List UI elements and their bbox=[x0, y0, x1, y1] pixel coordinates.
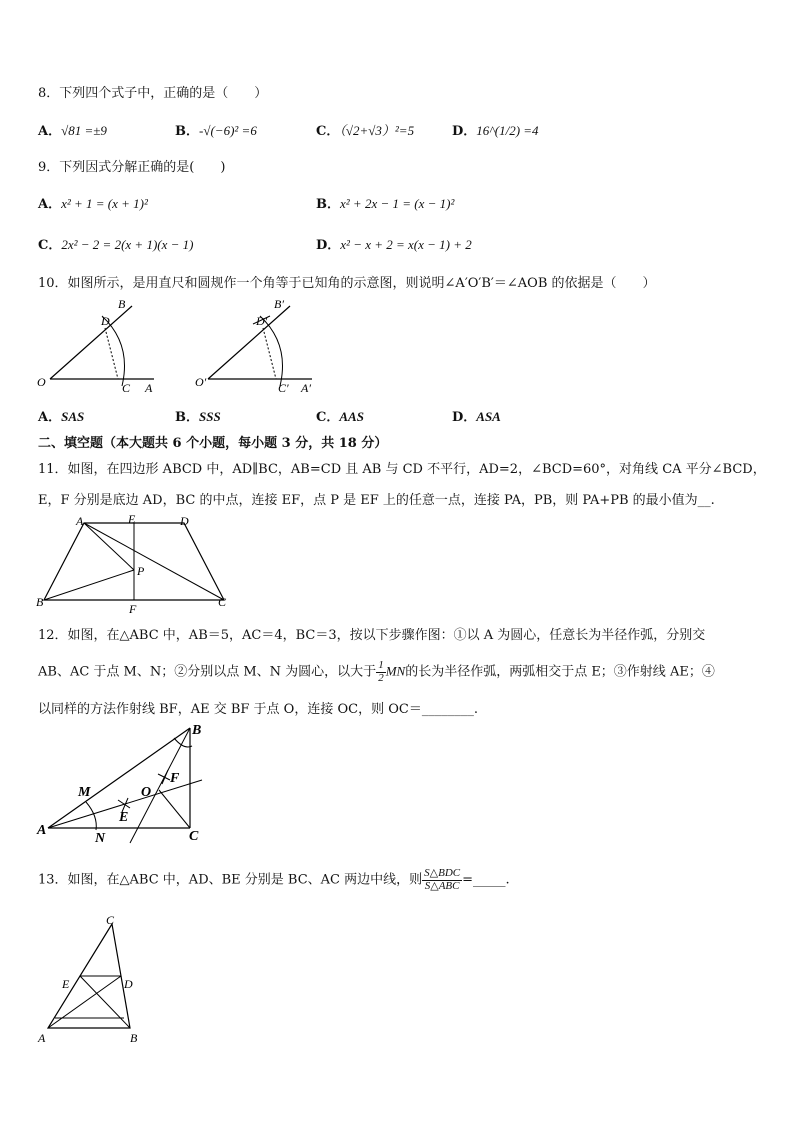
option-text: AAS bbox=[339, 409, 364, 424]
option-label: B． bbox=[175, 410, 199, 425]
ray-ob bbox=[50, 306, 132, 379]
q12-line-2-b: 的长为半径作弧，两弧相交于点 E；③作射线 AE；④ bbox=[405, 664, 715, 680]
label-b: B bbox=[36, 595, 44, 609]
q13-text-b: =_____. bbox=[462, 872, 510, 888]
q9-stem: 9．下列因式分解正确的是( ) bbox=[38, 160, 226, 175]
arc-mark-f bbox=[158, 770, 170, 784]
fraction-half bbox=[376, 660, 386, 684]
label-a: A bbox=[76, 514, 84, 528]
option-label: D． bbox=[452, 124, 477, 139]
q9-option-a[interactable] bbox=[38, 193, 148, 212]
option-expr: x² + 2x − 1 = (x − 1)² bbox=[340, 196, 455, 211]
frac-num: S△BDC bbox=[424, 867, 461, 879]
label-c-prime: C′ bbox=[278, 381, 289, 395]
q8-option-c[interactable] bbox=[316, 120, 414, 139]
label-c: C bbox=[218, 595, 227, 609]
section-heading: 二、填空题（本大题共 6 个小题，每小题 3 分，共 18 分） bbox=[38, 436, 388, 451]
q10-figure-2 bbox=[188, 294, 328, 398]
label-e: E bbox=[119, 810, 129, 825]
label-m: M bbox=[78, 785, 91, 800]
median-ad bbox=[48, 976, 121, 1028]
q10-option-b[interactable] bbox=[175, 406, 221, 425]
q8-option-d[interactable] bbox=[452, 120, 539, 139]
option-label: A． bbox=[38, 410, 62, 425]
option-label: D． bbox=[452, 410, 477, 425]
label-b: B bbox=[192, 723, 202, 738]
option-expr: 2x² − 2 = 2(x + 1)(x − 1) bbox=[61, 237, 194, 252]
label-d: D bbox=[124, 977, 133, 991]
q10-option-c[interactable] bbox=[316, 406, 364, 425]
option-label: C． bbox=[38, 238, 62, 253]
label-d: D bbox=[180, 514, 189, 528]
q12-line-3: 以同样的方法作射线 BF，AE 交 BF 于点 O，连接 OC，则 OC＝________. bbox=[38, 702, 478, 717]
ray-ob-prime bbox=[208, 306, 290, 379]
q9-option-c[interactable] bbox=[38, 234, 193, 253]
label-a: A bbox=[38, 1031, 46, 1045]
q11-line-2: E，F 分别是底边 AD，BC 的中点，连接 EF，点 P 是 EF 上的任意一点，连接 PA，PB，则 PA+PB 的最小值为__. bbox=[38, 493, 715, 508]
label-n: N bbox=[95, 831, 106, 846]
label-o: O bbox=[141, 785, 152, 800]
option-label: A． bbox=[38, 197, 62, 212]
q13-text bbox=[38, 868, 510, 892]
area-ratio-fraction bbox=[422, 868, 462, 892]
label-b-prime: B′ bbox=[274, 297, 284, 311]
label-e: E bbox=[128, 512, 136, 526]
label-d: D bbox=[101, 314, 110, 328]
label-f: F bbox=[129, 602, 137, 616]
q8-option-b[interactable] bbox=[175, 120, 257, 139]
label-a: A bbox=[145, 381, 153, 395]
option-expr: 16^(1/2) =4 bbox=[476, 123, 539, 138]
q11-figure bbox=[34, 512, 234, 616]
option-label: A． bbox=[38, 124, 62, 139]
q8-option-a[interactable] bbox=[38, 120, 107, 139]
frac-num: 1 bbox=[378, 659, 384, 671]
option-label: C． bbox=[316, 124, 340, 139]
q10-figure-1 bbox=[30, 294, 170, 398]
ray-bf bbox=[130, 728, 190, 843]
option-expr: √81 =±9 bbox=[61, 123, 107, 138]
option-expr: x² − x + 2 = x(x − 1) + 2 bbox=[340, 237, 472, 252]
q13-figure bbox=[34, 910, 154, 1050]
arc-b bbox=[174, 738, 192, 747]
option-label: C． bbox=[316, 410, 340, 425]
option-text: SSS bbox=[199, 409, 221, 424]
q12-line-2-a: AB、AC 于点 M、N；②分别以点 M、N 为圆心，以大于 bbox=[38, 664, 377, 680]
q8-stem: 8．下列四个式子中，正确的是（ ） bbox=[38, 86, 268, 101]
option-label: B． bbox=[316, 197, 340, 212]
label-a-prime: A′ bbox=[301, 381, 311, 395]
q9-option-d[interactable] bbox=[316, 234, 472, 253]
diagonal-ac bbox=[84, 523, 224, 600]
label-e: E bbox=[62, 977, 70, 991]
label-c: C bbox=[106, 913, 115, 927]
frac-den: 2 bbox=[378, 671, 384, 684]
q10-stem: 10．如图所示，是用直尺和圆规作一个角等于已知角的示意图，则说明∠A′O′B′＝∠AOB 的依据是（ ） bbox=[38, 276, 656, 291]
label-f: F bbox=[170, 771, 180, 786]
label-c: C bbox=[122, 381, 131, 395]
q9-option-b[interactable] bbox=[316, 193, 454, 212]
q12-line-2 bbox=[38, 660, 715, 684]
q12-figure bbox=[34, 718, 214, 846]
frac-den: S△ABC bbox=[424, 879, 460, 892]
option-label: B． bbox=[175, 124, 199, 139]
segment-oc bbox=[159, 790, 190, 828]
option-expr: （√2+√3）²=5 bbox=[339, 123, 415, 138]
option-label: D． bbox=[316, 238, 341, 253]
dashed-dc-prime bbox=[263, 328, 276, 379]
dashed-dc bbox=[105, 328, 118, 379]
option-text: ASA bbox=[476, 409, 501, 424]
label-d-prime: D′ bbox=[256, 314, 268, 328]
option-expr: -√(−6)² =6 bbox=[199, 123, 257, 138]
label-a: A bbox=[37, 823, 47, 838]
q11-line-1: 11．如图，在四边形 ABCD 中，AD∥BC，AB=CD 且 AB 与 CD 不平行，AD=2，∠BCD=60°，对角线 CA 平分∠BCD， bbox=[38, 462, 766, 477]
label-o-prime: O′ bbox=[195, 375, 207, 389]
label-p: P bbox=[137, 564, 145, 578]
mn-label: MN bbox=[385, 663, 406, 679]
option-expr: x² + 1 = (x + 1)² bbox=[61, 196, 148, 211]
q12-line-1: 12．如图，在△ABC 中，AB＝5，AC＝4，BC＝3，按以下步骤作图：①以 A 为圆心，任意长为半径作弧，分别交 bbox=[38, 628, 706, 643]
option-text: SAS bbox=[61, 409, 85, 424]
q10-option-d[interactable] bbox=[452, 406, 501, 425]
label-b: B bbox=[130, 1031, 138, 1045]
q13-text-a: 13．如图，在△ABC 中，AD、BE 分别是 BC、AC 两边中线，则 bbox=[38, 872, 423, 888]
label-o: O bbox=[37, 375, 46, 389]
label-b: B bbox=[118, 297, 126, 311]
label-c: C bbox=[189, 829, 199, 844]
q10-option-a[interactable] bbox=[38, 406, 84, 425]
